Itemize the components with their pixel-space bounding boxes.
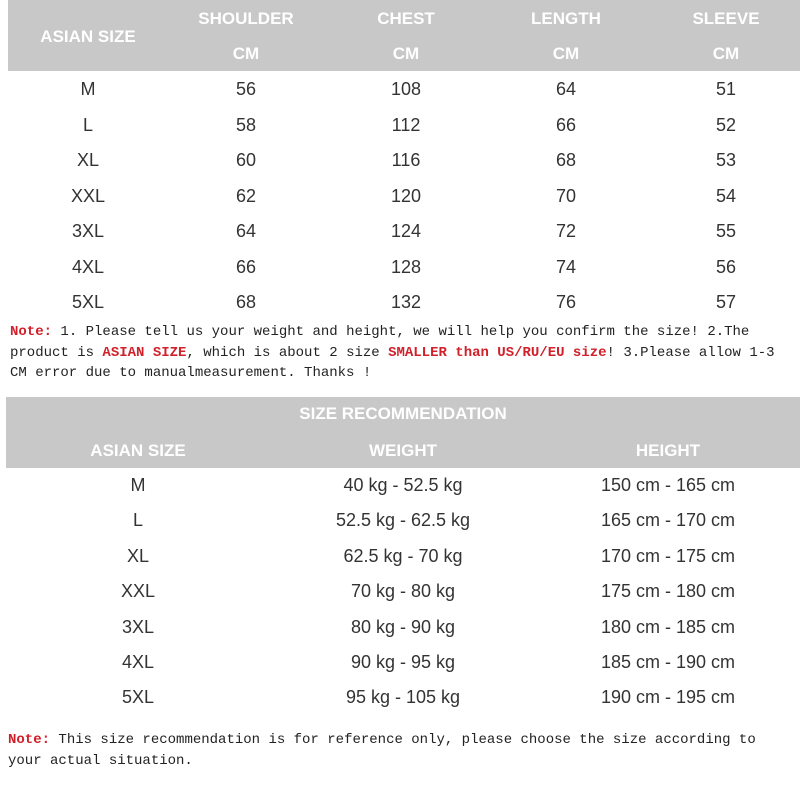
cell-length: 70 xyxy=(555,185,577,206)
cell-chest: 120 xyxy=(390,185,422,206)
table-row xyxy=(8,214,800,249)
cell-length: 68 xyxy=(555,150,577,170)
recommendation-title: SIZE RECOMMENDATION xyxy=(299,404,507,423)
table-row xyxy=(6,468,800,503)
cell-length: 72 xyxy=(555,221,577,241)
cell-chest: 112 xyxy=(391,114,421,135)
cell-chest: 132 xyxy=(390,292,422,312)
cell-chest: 108 xyxy=(390,79,422,99)
table-row xyxy=(6,610,800,645)
recommendation-note xyxy=(8,730,793,771)
cell-length: 64 xyxy=(555,79,577,99)
cell-weight: 62.5 kg - 70 kg xyxy=(343,545,463,566)
header-sleeve: SLEEVE xyxy=(692,9,760,28)
cell-shoulder: 64 xyxy=(235,221,257,241)
cell-sleeve: 52 xyxy=(715,114,737,135)
cell-sleeve: 53 xyxy=(715,150,737,170)
note-highlight-asian-size: ASIAN SIZE xyxy=(102,344,187,361)
cell-size: L xyxy=(82,114,93,135)
table-row xyxy=(6,680,800,715)
note-text: ! 3.Please allow 1-3 CM error due to manualmeasurement. Thanks ! xyxy=(10,344,775,381)
cell-length: 76 xyxy=(555,292,577,312)
header-chest-unit: CM xyxy=(392,44,420,63)
cell-weight: 52.5 kg - 62.5 kg xyxy=(335,510,471,531)
cell-size: 4XL xyxy=(71,256,105,277)
cell-length: 74 xyxy=(555,256,577,277)
cell-height: 180 cm - 185 cm xyxy=(600,616,736,637)
cell-height: 175 cm - 180 cm xyxy=(600,581,736,602)
cell-shoulder: 68 xyxy=(235,292,257,312)
note-text: 1. Please tell us your weight and height, we will help you confirm the size! 2.The product is xyxy=(10,324,750,361)
cell-size: 3XL xyxy=(71,221,105,241)
header-shoulder: SHOULDER xyxy=(198,9,294,28)
cell-size: XXL xyxy=(70,185,106,206)
note-highlight-smaller: SMALLER than US/RU/EU size xyxy=(388,344,607,361)
note-text: , which is about 2 size xyxy=(186,344,389,361)
table-row xyxy=(6,574,800,609)
cell-shoulder: 62 xyxy=(235,185,257,206)
cell-chest: 116 xyxy=(391,150,421,170)
cell-size: L xyxy=(132,510,143,531)
header-length-unit: CM xyxy=(552,44,580,63)
header-chest: CHEST xyxy=(377,9,435,28)
note-text: This size recommendation is for reference only, please choose the size according to your actual situation. xyxy=(8,732,756,769)
cell-size: 3XL xyxy=(121,616,155,637)
cell-size: XXL xyxy=(120,581,156,602)
size-table-header xyxy=(8,0,800,71)
cell-sleeve: 57 xyxy=(715,292,737,312)
cell-weight: 40 kg - 52.5 kg xyxy=(343,475,463,495)
cell-size: XL xyxy=(126,545,150,566)
header-asian-size: ASIAN SIZE xyxy=(90,441,186,460)
cell-sleeve: 51 xyxy=(715,79,737,99)
cell-shoulder: 60 xyxy=(235,150,257,170)
cell-shoulder: 56 xyxy=(235,79,257,99)
cell-height: 165 cm - 170 cm xyxy=(600,510,736,531)
cell-weight: 80 kg - 90 kg xyxy=(350,616,456,637)
table-row xyxy=(8,108,800,143)
cell-weight: 95 kg - 105 kg xyxy=(345,687,461,708)
recommendation-table-header xyxy=(6,397,800,468)
cell-size: M xyxy=(130,475,146,495)
cell-sleeve: 54 xyxy=(715,185,737,206)
table-row xyxy=(8,179,800,214)
table-row xyxy=(8,72,800,107)
cell-height: 190 cm - 195 cm xyxy=(600,687,736,708)
cell-shoulder: 66 xyxy=(235,256,257,277)
note-label: Note: xyxy=(8,732,51,748)
table-row xyxy=(8,143,800,178)
cell-length: 66 xyxy=(555,114,577,135)
header-weight: WEIGHT xyxy=(369,441,437,460)
cell-size: 5XL xyxy=(121,687,155,708)
cell-weight: 90 kg - 95 kg xyxy=(350,652,456,672)
header-height: HEIGHT xyxy=(635,441,701,460)
note-label: Note: xyxy=(10,324,53,340)
cell-size: 5XL xyxy=(71,292,105,312)
table-row xyxy=(6,645,800,680)
cell-size: 4XL xyxy=(121,652,155,672)
header-length: LENGTH xyxy=(531,9,601,28)
header-asian-size: ASIAN SIZE xyxy=(40,27,136,46)
cell-sleeve: 55 xyxy=(715,221,737,241)
cell-height: 185 cm - 190 cm xyxy=(600,652,736,672)
table-row xyxy=(6,503,800,538)
cell-height: 170 cm - 175 cm xyxy=(600,545,736,566)
cell-height: 150 cm - 165 cm xyxy=(600,475,736,495)
cell-shoulder: 58 xyxy=(235,114,257,135)
cell-weight: 70 kg - 80 kg xyxy=(350,581,456,602)
cell-chest: 124 xyxy=(390,221,422,241)
table-row xyxy=(8,285,800,320)
cell-size: M xyxy=(80,79,96,99)
header-shoulder-unit: CM xyxy=(232,44,260,63)
table-row xyxy=(6,539,800,574)
size-note xyxy=(10,322,795,384)
table-row xyxy=(8,250,800,285)
cell-size: XL xyxy=(76,150,100,170)
cell-sleeve: 56 xyxy=(715,256,737,277)
cell-chest: 128 xyxy=(390,256,422,277)
header-sleeve-unit: CM xyxy=(712,44,740,63)
